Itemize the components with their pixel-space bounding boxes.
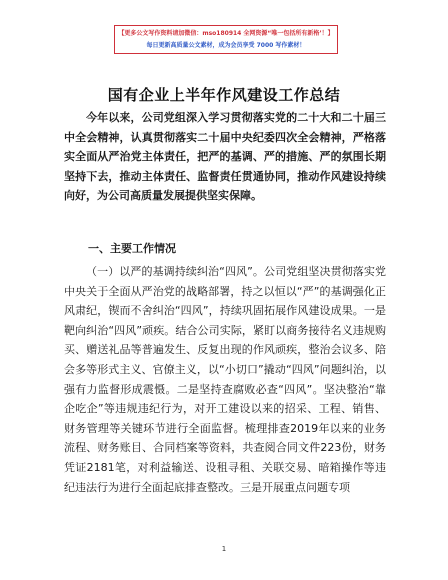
promo-banner-line-1: 【更多公文写作资料请加微信：mso180914 全网资源“唯一包括所有新格’！】 [118,30,334,37]
body-paragraph: （一）以严的基调持续纠治“四风”。公司党组坚决贯彻落实党中央关于全面从严治党的战略部署，持之以恒以“严”的基调强化正风肃纪，锲而不舍纠治“四风”，持续巩固拓展作风建设成果。一是靶向纠治“四风”顽疾。结合公司实际，紧盯以商务接待名义违规购买、赠送礼品等普遍发生、反复出现的作风顽疾，整治会议多、陪会多等形式主义、官僚主义，以“小切口”撬动“四风”问题纠治，以强有力监督形成震慑。二是坚持查腐败必查“四风”。坚决整治“靠企吃企”等违规违纪行为，对开工建设以来的招采、工程、销售、财务管理等关键环节进行全面监督。梳理排查2019年以来的业务流程、财务账目、合同档案等资料，共查阅合同文件223份，财务凭证2181笔，对利益输送、设租寻租、关联交易、暗箱操作等违纪违法行为进行全面起底排查整改。三是开展重点问题专项 [64,265,386,494]
intro-paragraph: 今年以来，公司党组深入学习贯彻落实党的二十大和二十届三中全会精神，认真贯彻落实二十届中央纪委四次全会精神，严格落实全面从严治党主体责任，把严的基调、严的措施、严的氛围长期坚持下去，推动主体责任、监督责任贯通协同，推动作风建设持续向好，为公司高质量发展提供坚实保障。 [64,111,386,203]
page-number: 1 [221,545,227,553]
document-title: 国有企业上半年作风建设工作总结 [107,86,341,104]
promo-banner-line-2: 每日更新高质量公文素材，成为会员享受 7000 写作素材！ [146,42,306,49]
promo-banner [114,25,338,54]
section-heading: 一、主要工作情况 [88,242,176,255]
